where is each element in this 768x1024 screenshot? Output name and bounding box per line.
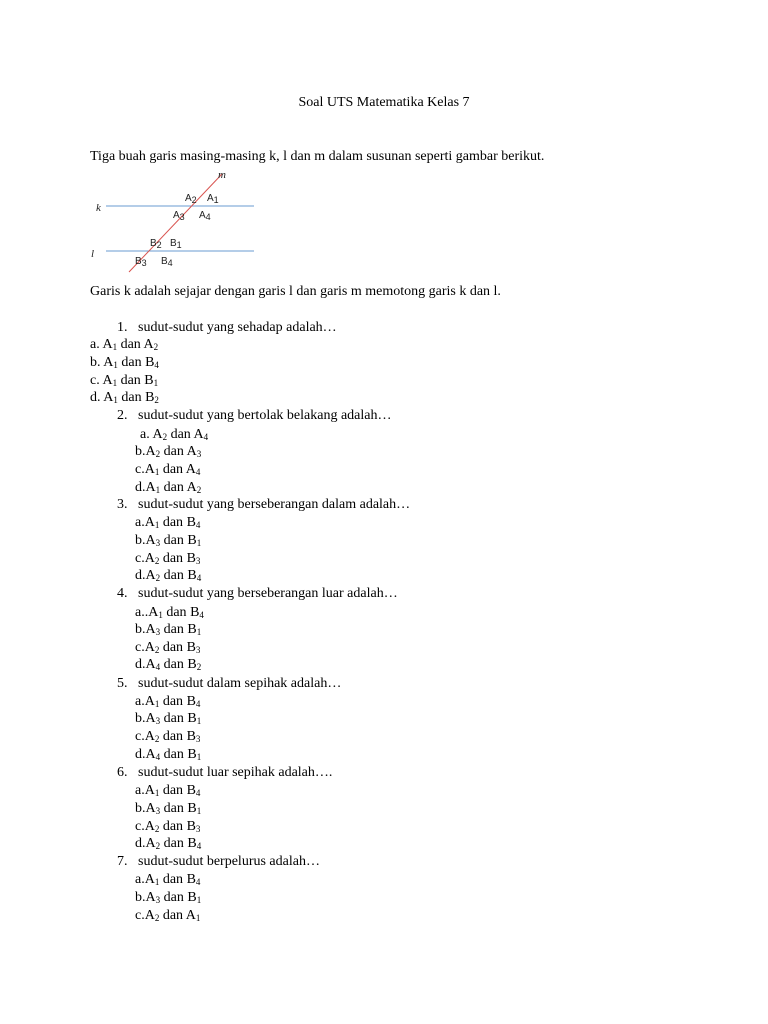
question-6	[117, 764, 332, 781]
option-7b: $b.A_3$ dan $B_1$	[135, 890, 202, 905]
option-6d: $d.A_2$ dan $B_4$	[135, 836, 202, 851]
question-text: sudut-sudut dalam sepihak adalah…	[138, 676, 342, 691]
label-m: m	[218, 169, 226, 181]
option-3d: $d.A_2$ dan $B_4$	[135, 568, 202, 583]
option-6c: $c.A_2$ dan $B_3$	[135, 819, 201, 834]
angle-label-a3: $A_3$	[173, 210, 185, 222]
question-text: sudut-sudut yang sehadap adalah…	[138, 320, 337, 335]
option-1a: a. $A_1$ dan $A_2$	[90, 337, 159, 352]
question-text: sudut-sudut yang berseberangan dalam adalah…	[138, 497, 411, 512]
angle-label-b1: $B_1$	[170, 238, 182, 250]
option-2d: $d.A_1$ dan $A_2$	[135, 480, 202, 495]
question-4	[117, 585, 398, 602]
question-number: 3.	[117, 497, 128, 512]
question-5	[117, 675, 341, 692]
option-2c: $c.A_1$ dan $A_4$	[135, 462, 201, 477]
option-5b: $b.A_3$ dan $B_1$	[135, 711, 202, 726]
parallel-lines-figure	[88, 168, 268, 274]
option-2b: $b.A_2$ dan $A_3$	[135, 444, 202, 459]
angle-label-a2: $A_2$	[185, 193, 197, 205]
option-4c: $c.A_2$ dan $B_3$	[135, 640, 201, 655]
option-1d: d. $A_1$ dan $B_2$	[90, 390, 159, 405]
question-number: 1.	[117, 320, 128, 335]
question-text: sudut-sudut yang berseberangan luar adalah…	[138, 586, 398, 601]
angle-label-b3: $B_3$	[135, 256, 147, 268]
option-1c: c. $A_1$ dan $B_1$	[90, 373, 159, 388]
question-3	[117, 496, 410, 513]
option-7c: $c.A_2$ dan $A_1$	[135, 908, 201, 923]
page-title: Soal UTS Matematika Kelas 7	[298, 95, 470, 110]
option-7a: $a.A_1$ dan $B_4$	[135, 872, 201, 887]
option-4d: $d.A_4$ dan $B_2$	[135, 657, 202, 672]
option-3c: $c.A_2$ dan $B_3$	[135, 551, 201, 566]
option-3b: $b.A_3$ dan $B_1$	[135, 533, 202, 548]
option-6a: $a.A_1$ dan $B_4$	[135, 783, 201, 798]
option-3a: $a.A_1$ dan $B_4$	[135, 515, 201, 530]
question-7	[117, 853, 320, 870]
question-text: sudut-sudut berpelurus adalah…	[138, 854, 320, 869]
question-1	[117, 319, 337, 336]
option-5d: $d.A_4$ dan $B_1$	[135, 747, 202, 762]
option-6b: $b.A_3$ dan $B_1$	[135, 801, 202, 816]
figure-lines	[88, 168, 268, 274]
question-number: 7.	[117, 854, 128, 869]
option-2a: a. $A_2$ dan $A_4$	[140, 427, 209, 442]
option-5c: $c.A_2$ dan $B_3$	[135, 729, 201, 744]
question-number: 5.	[117, 676, 128, 691]
statement-text: Garis k adalah sejajar dengan garis l dan garis m memotong garis k dan l.	[90, 284, 501, 299]
option-5a: $a.A_1$ dan $B_4$	[135, 694, 201, 709]
question-number: 6.	[117, 765, 128, 780]
label-k: k	[96, 202, 101, 214]
question-2	[117, 407, 391, 424]
question-text: sudut-sudut luar sepihak adalah….	[138, 765, 333, 780]
option-4a: $a..A_1$ dan $B_4$	[135, 605, 204, 620]
label-l: l	[91, 248, 95, 260]
option-1b: b. $A_1$ dan $B_4$	[90, 355, 159, 370]
intro-text: Tiga buah garis masing-masing k, l dan m dalam susunan seperti gambar berikut.	[90, 149, 545, 164]
angle-label-a4: $A_4$	[199, 210, 211, 222]
angle-label-b2: $B_2$	[150, 238, 162, 250]
question-number: 4.	[117, 586, 128, 601]
angle-label-b4: $B_4$	[161, 256, 173, 268]
question-number: 2.	[117, 408, 128, 423]
question-text: sudut-sudut yang bertolak belakang adalah…	[138, 408, 392, 423]
angle-label-a1: $A_1$	[207, 193, 219, 205]
option-4b: $b.A_3$ dan $B_1$	[135, 622, 202, 637]
